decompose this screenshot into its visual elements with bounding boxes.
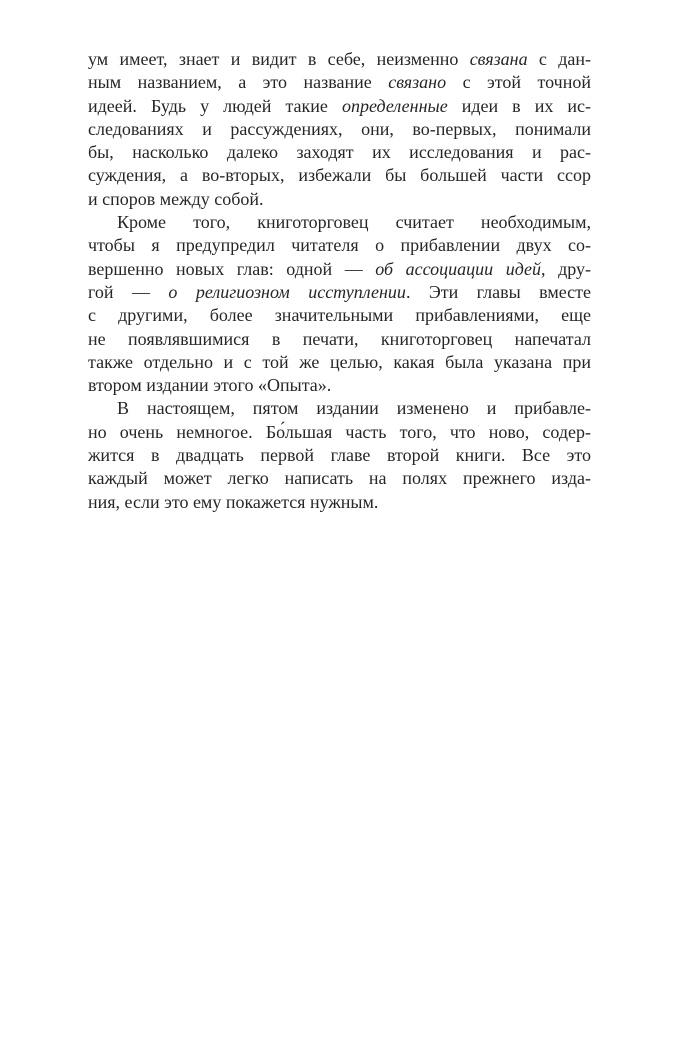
text-segment-italic: связано bbox=[388, 72, 447, 93]
text-segment: следованиях и рассуждениях, они, во-первых, понимали bbox=[88, 118, 591, 139]
text-segment: ния, если это ему покажется нужным. bbox=[88, 491, 379, 512]
text-segment: с другими, более значительными прибавлениями, еще bbox=[88, 305, 591, 326]
text-segment: втором издании этого «Опыта». bbox=[88, 375, 332, 396]
text-segment: вершенно новых глав: одной — bbox=[88, 258, 376, 279]
text-segment: гой — bbox=[88, 281, 169, 302]
text-line bbox=[88, 211, 591, 234]
text-segment: не появлявшимися в печати, книготорговец напечатал bbox=[88, 328, 591, 349]
text-segment: жится в двадцать первой главе второй книги. Все это bbox=[88, 445, 591, 466]
text-line bbox=[88, 374, 591, 397]
text-block bbox=[88, 48, 591, 514]
text-line bbox=[88, 118, 591, 141]
text-line bbox=[88, 95, 591, 118]
text-segment: В настоящем, пятом издании изменено и прибавле- bbox=[117, 398, 591, 419]
text-line bbox=[88, 258, 591, 281]
text-segment: . Эти главы вместе bbox=[405, 281, 591, 302]
paragraph bbox=[88, 211, 591, 397]
paragraph bbox=[88, 397, 591, 513]
text-line bbox=[88, 188, 591, 211]
text-segment: бы, насколько далеко заходят их исследования и рас- bbox=[88, 142, 591, 163]
text-line bbox=[88, 141, 591, 164]
text-line bbox=[88, 281, 591, 304]
text-segment: , дру- bbox=[541, 258, 591, 279]
text-line bbox=[88, 71, 591, 94]
text-line bbox=[88, 304, 591, 327]
text-segment: ум имеет, знает и видит в себе, неизменно bbox=[88, 49, 470, 69]
text-segment-italic: связана bbox=[469, 49, 528, 69]
text-line bbox=[88, 48, 591, 71]
text-line bbox=[88, 421, 591, 444]
text-segment: суждения, а во-вторых, избежали бы большей части ссор bbox=[88, 165, 591, 186]
text-line bbox=[88, 164, 591, 187]
text-segment-italic: о религиозном исступлении bbox=[168, 281, 406, 302]
text-line bbox=[88, 444, 591, 467]
text-segment: ным названием, а это название bbox=[88, 72, 389, 93]
text-line bbox=[88, 397, 591, 420]
text-line bbox=[88, 351, 591, 374]
text-segment: каждый может легко написать на полях прежнего изда- bbox=[88, 468, 591, 489]
text-segment: и споров между собой. bbox=[88, 188, 264, 209]
text-line bbox=[88, 328, 591, 351]
text-segment: с дан- bbox=[527, 49, 592, 69]
text-segment: чтобы я предупредил читателя о прибавлении двух со- bbox=[88, 235, 591, 256]
paragraph bbox=[88, 48, 591, 211]
text-segment: идеей. Будь у людей такие bbox=[88, 95, 342, 116]
text-line bbox=[88, 491, 591, 514]
text-segment-italic: определенные bbox=[341, 95, 448, 116]
text-segment-italic: об ассоциации идей bbox=[375, 258, 542, 279]
text-segment: также отдельно и с той же целью, какая была указана при bbox=[88, 351, 591, 372]
text-segment: с этой точной bbox=[446, 72, 591, 93]
text-line bbox=[88, 467, 591, 490]
text-segment: идеи в их ис- bbox=[447, 95, 591, 116]
text-line bbox=[88, 234, 591, 257]
text-segment: Кроме того, книготорговец считает необходимым, bbox=[117, 212, 591, 233]
text-segment: но очень немногое. Бо́льшая часть того, что ново, содер- bbox=[88, 421, 591, 442]
